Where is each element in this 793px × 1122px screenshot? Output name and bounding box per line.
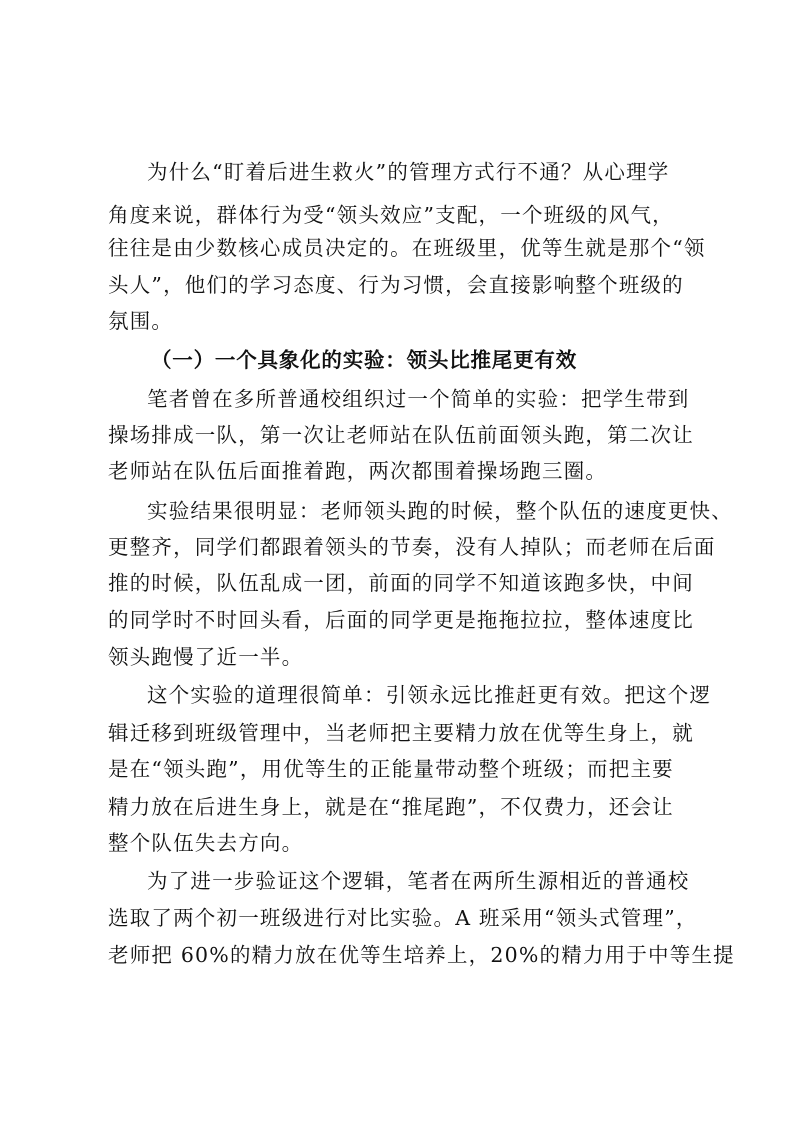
paragraph-1-line-2: 角度来说，群体行为受“领头效应”支配，一个班级的风气， xyxy=(108,203,674,227)
paragraph-4-line-5: 整个队伍失去方向。 xyxy=(108,831,304,855)
paragraph-4-line-4: 精力放在后进生身上，就是在“推尾跑”，不仅费力，还会让 xyxy=(108,795,674,819)
section-heading: （一）一个具象化的实验：领头比推尾更有效 xyxy=(151,348,577,372)
paragraph-3-line-4: 的同学时不时回头看，后面的同学更是拖拖拉拉，整体速度比 xyxy=(108,608,694,632)
paragraph-3-line-1: 实验结果很明显：老师领头跑的时候，整个队伍的速度更快、 xyxy=(147,499,733,523)
paragraph-1-line-4: 头人”，他们的学习态度、行为习惯，会直接影响整个班级的 xyxy=(108,273,684,297)
paragraph-1-line-5: 氛围。 xyxy=(108,309,174,333)
paragraph-1-line-1: 为什么“盯着后进生救火”的管理方式行不通？从心理学 xyxy=(147,160,670,184)
paragraph-4-line-3: 是在“领头跑”，用优等生的正能量带动整个班级；而把主要 xyxy=(108,757,674,781)
paragraph-1-line-3: 往往是由少数核心成员决定的。在班级里，优等生就是那个“领 xyxy=(108,236,706,260)
paragraph-3-line-5: 领头跑慢了近一半。 xyxy=(108,645,304,669)
paragraph-5-line-2: 选取了两个初一班级进行对比实验。A 班采用“领头式管理”， xyxy=(108,906,698,930)
paragraph-4-line-1: 这个实验的道理很简单：引领永远比推赶更有效。把这个逻 xyxy=(147,683,712,707)
paragraph-5-line-1: 为了进一步验证这个逻辑，笔者在两所生源相近的普通校 xyxy=(147,869,690,893)
paragraph-5-line-3: 老师把 60%的精力放在优等生培养上，20%的精力用于中等生提 xyxy=(108,943,735,967)
paragraph-2-line-1: 笔者曾在多所普通校组织过一个简单的实验：把学生带到 xyxy=(147,387,690,411)
paragraph-2-line-3: 老师站在队伍后面推着跑，两次都围着操场跑三圈。 xyxy=(108,459,608,483)
paragraph-2-line-2: 操场排成一队，第一次让老师站在队伍前面领头跑，第二次让 xyxy=(108,423,694,447)
paragraph-3-line-2: 更整齐，同学们都跟着领头的节奏，没有人掉队；而老师在后面 xyxy=(108,535,716,559)
paragraph-3-line-3: 推的时候，队伍乱成一团，前面的同学不知道该跑多快，中间 xyxy=(108,571,694,595)
paragraph-4-line-2: 辑迁移到班级管理中，当老师把主要精力放在优等生身上，就 xyxy=(108,721,694,745)
